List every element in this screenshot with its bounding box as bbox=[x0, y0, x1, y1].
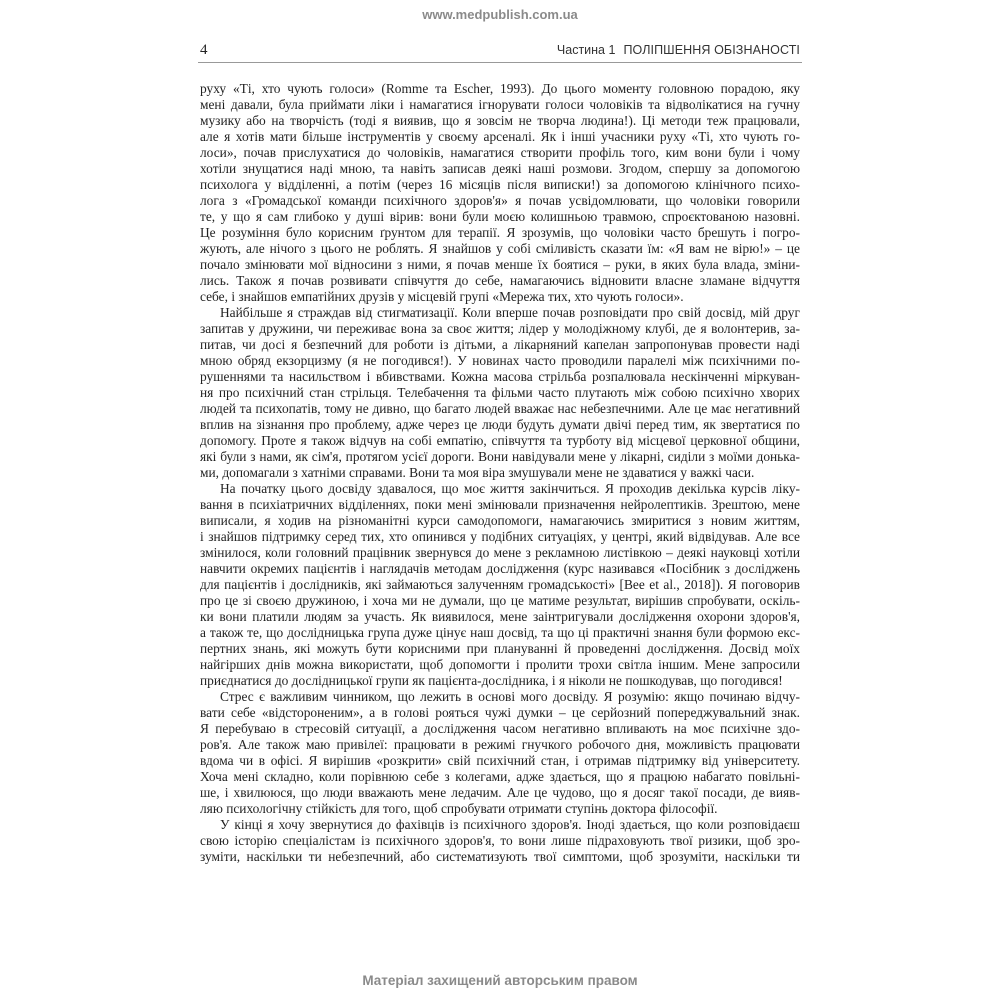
text-line: вання в психіатричних відділеннях, поки мені змінювали призначення нейролептиків. Зрештою, мене bbox=[200, 497, 800, 512]
text-line: а також те, що дослідницька група дуже цінує наш досвід, та що ці практичні знання були формою екс- bbox=[200, 625, 800, 640]
text-line: почало змінювати мої відносини з ними, я почав менше їх боятися – руки, в яких була влада, зміни- bbox=[200, 257, 800, 272]
text-line: свою історію спеціалістам із психічного здоров'я, то вони лише підраховують твої ризики, щоб зро- bbox=[200, 833, 800, 848]
text-line: психолога у відділенні, а потім (через 16 місяців після виписки!) за допомогою клінічного психо- bbox=[200, 177, 800, 192]
text-line: Стрес є важливим чинником, що лежить в основі мого досвіду. Я розумію: якщо починаю відчу- bbox=[220, 689, 800, 704]
header-rule bbox=[198, 62, 802, 63]
text-line: ров'я. Але також маю привілеї: працювати в режимі гнучкого робочого дня, можливість працювати bbox=[200, 737, 800, 752]
paragraph bbox=[200, 817, 800, 865]
copyright-watermark: Матеріал захищений авторським правом bbox=[362, 973, 638, 988]
running-header-section: ПОЛІПШЕННЯ ОБІЗНАНОСТІ bbox=[623, 43, 800, 57]
text-line: допомогу. Проте я також відчув на собі емпатію, співчуття та турботу від місцевої церковної общини, bbox=[200, 433, 800, 448]
text-line: навчити окремих пацієнтів і наглядачів методам дослідження (курс називався «Посібник з досліджень bbox=[200, 561, 800, 576]
text-line: вати себе «відстороненим», а в голові рояться чужі думки – це серйозний попереджувальний знак. bbox=[200, 705, 800, 720]
paragraph bbox=[200, 689, 800, 817]
text-line: які були з нами, як сім'я, протягом усієї дороги. Вони навідували мене у лікарні, сиділи з моїми донька- bbox=[200, 449, 800, 464]
text-line: лоси», почав прислухатися до чоловіків, намагатися створити профіль того, ким вони були і чому bbox=[200, 145, 800, 160]
text-line: Найбільше я страждав від стигматизації. Коли вперше почав розповідати про свій досвід, мій друг bbox=[220, 305, 800, 320]
text-line: запитав у дружини, чи переживає вона за своє життя; лідер у молодіжному клубі, де я волонтерив, за- bbox=[200, 321, 800, 336]
paragraph bbox=[200, 305, 800, 481]
text-line: У кінці я хочу звернутися до фахівців із психічного здоров'я. Іноді здається, що коли розповідаєш bbox=[220, 817, 800, 832]
text-line: приєднатися до дослідницької групи як пацієнта-дослідника, і я ніколи не пошкодував, що погодився! bbox=[200, 673, 783, 688]
text-line: мною обряд екзорцизму (я не погодився!). У новинах часто проводили паралелі між психічними по- bbox=[200, 353, 800, 368]
text-line: виписали, я ходив на різноманітні курси самодопомоги, намагаючись змиритися з новим життям, bbox=[200, 513, 800, 528]
text-line: питав, чи досі я безпечний для роботи із дітьми, а лікарняний капелан запропонував провести наді bbox=[200, 337, 800, 352]
text-line: пертних знань, які можуть бути корисними при плануванні й проведенні дослідження. Досвід моїх bbox=[200, 641, 800, 656]
text-line: ше, і хвилююся, що люди вважають мене ледачим. Але це чудово, що я досяг такої посади, де вияв- bbox=[200, 785, 800, 800]
text-line: Я перебуваю в стресовій ситуації, а дослідження часом негативно впливають на моє психічне здо- bbox=[200, 721, 800, 736]
text-line: і знайшов підтримку серед тих, хто опинився у подібних ситуаціях, у центрі, який відвідував. Але все bbox=[200, 529, 800, 544]
text-line: змінилося, коли головний працівник звернувся до мене з рекламною листівкою – деякі науковці хотіли bbox=[200, 545, 800, 560]
text-line: вдома чи в офісі. Я вирішив «розкрити» свій психічний стан, і отримав підтримку від університету. bbox=[200, 753, 800, 768]
text-line: зуміти, наскільки ти небезпечний, або систематизують твої симптоми, щоб зрозуміти, наскільки ти bbox=[200, 849, 800, 864]
text-line: лога з «Громадської команди психічного здоров'я» я почав усвідомлювати, що чоловіки говорили bbox=[200, 193, 800, 208]
text-line: руху «Ті, хто чують голоси» (Romme та Escher, 1993). До цього моменту головною порадою, яку bbox=[200, 81, 800, 96]
text-line: вплив на зізнання про проблему, адже через це люди будуть думати двічі перед тим, як звертатися по bbox=[200, 417, 800, 432]
text-line: ня про психічний стан стрільця. Телебачення та фільми часто плутають між собою психічно хворих bbox=[200, 385, 800, 400]
publisher-watermark-url: www.medpublish.com.ua bbox=[422, 7, 578, 22]
text-line: Хоча мені складно, коли порівнюю себе з колегами, адже здається, що я працюю набагато повільні- bbox=[200, 769, 800, 784]
text-line: людей та психопатів, тому не дивно, що багато людей вважає нас небезпечними. Але це має негативний bbox=[200, 401, 800, 416]
text-line: Це розуміння було корисним ґрунтом для терапії. Я зрозумів, що чоловіки часто брешуть і погро- bbox=[200, 225, 800, 240]
text-line: лись. Також я почав розвивати співчуття до себе, намагаючись відновити власне зламане відчуття bbox=[200, 273, 800, 288]
text-line: для пацієнтів і дослідників, які займаються залученням громадськості» [Bee et al., 2018]). Я поговорив bbox=[200, 577, 800, 592]
text-line: ки вони платили людям за участь. Як виявилося, мене заінтригували дослідження охорони здоров'я, bbox=[200, 609, 800, 624]
text-line: найгірших днів можна використати, щоб допомогти і пролити трохи світла іншим. Мене запросили bbox=[200, 657, 800, 672]
running-header-part: Частина 1 bbox=[556, 43, 616, 57]
page-number: 4 bbox=[200, 42, 208, 58]
text-line: музику або на творчість (тоді я виявив, що я зовсім не творча людина!). Ці методи теж працювали, bbox=[200, 113, 800, 128]
body-text bbox=[200, 81, 800, 865]
text-line: ми, допомагали з хатніми справами. Вони та моя віра змушували мене не здаватися у важкі часи. bbox=[200, 465, 755, 480]
text-line: але я хотів мати більше інструментів у своєму арсеналі. Як і інші учасники руху «Ті, хто чують го- bbox=[200, 129, 800, 144]
paragraph bbox=[200, 81, 800, 305]
paragraph bbox=[200, 481, 800, 689]
text-line: На початку цього досвіду здавалося, що моє життя закінчиться. Я проходив декілька курсів ліку- bbox=[220, 481, 800, 496]
running-header bbox=[557, 43, 800, 57]
text-line: те, у що я сам глибоко у душі вірив: вони були моєю колишньою травмою, спроєктованою назовні. bbox=[200, 209, 800, 224]
text-line: ляю психологічну стійкість для того, щоб спробувати отримати ступінь доктора філософії. bbox=[200, 801, 718, 816]
text-line: мені давали, була приймати ліки і намагатися ігнорувати голоси чоловіків та відволікатися на гучну bbox=[200, 97, 800, 112]
text-line: себе, і знайшов емпатійних друзів у місцевій групі «Мережа тих, хто чують голоси». bbox=[200, 289, 684, 304]
text-line: рушеннями та насильством і вбивствами. Кожна масова стрільба розпалювала нескінченні міркуван- bbox=[200, 369, 800, 384]
text-line: хотіли знущатися наді мною, та навіть записав деякі наші розмови. Згодом, спершу за допомогою bbox=[200, 161, 800, 176]
text-line: про це зі своєю дружиною, і хоча ми не думали, що це матиме результат, вирішив спробувати, оскіль- bbox=[200, 593, 800, 608]
text-line: жують, але нічого з цього не роблять. Я знайшов у собі сміливість сказати їм: «Я вам не вірю!» – це bbox=[200, 241, 800, 256]
